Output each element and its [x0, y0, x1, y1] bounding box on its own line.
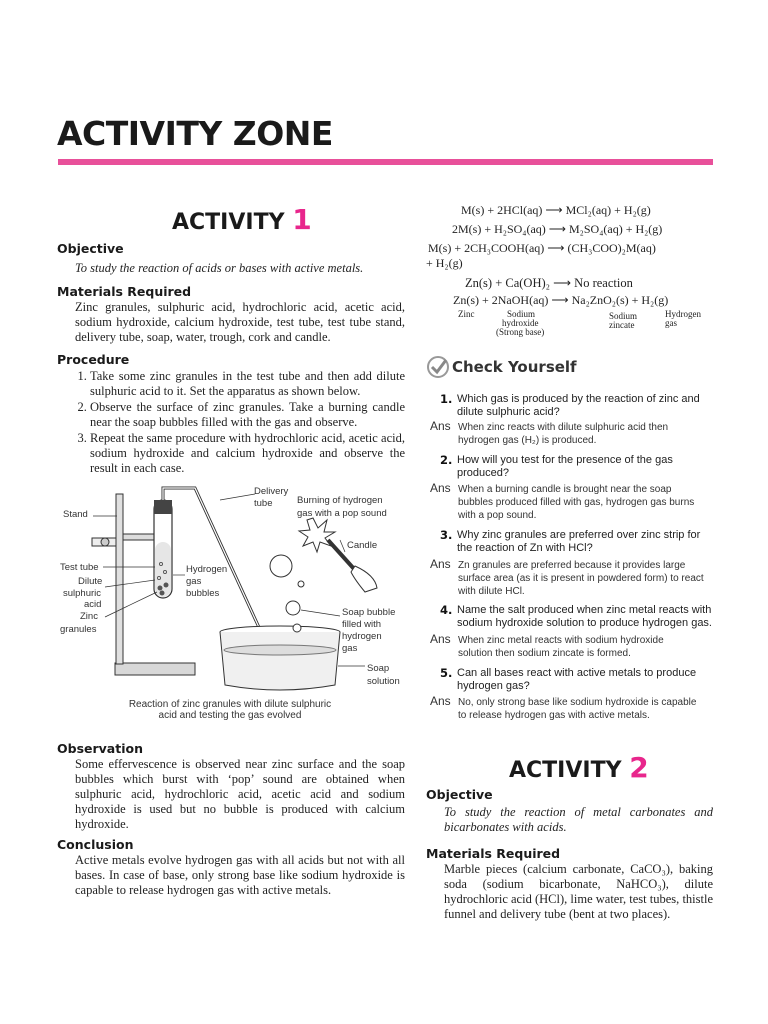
procedure-step: 1. Take some zinc granules in the test tube and then add dilute sulphuric acid to it. Set the apparatus as shown below.	[90, 369, 405, 399]
eq-under-sodium: Sodium	[507, 309, 536, 319]
trough-drawing	[220, 626, 340, 690]
activity-1-heading	[172, 203, 312, 236]
answer-2	[458, 483, 694, 522]
eq-under-gas: gas	[665, 318, 677, 328]
activity-word: ACTIVITY	[509, 758, 622, 783]
question-3	[457, 529, 700, 555]
label-soap-bubble: Soap bubble	[342, 607, 396, 618]
question-number: 3.	[440, 528, 453, 542]
question-line: How will you test for the presence of the gas	[457, 454, 673, 466]
materials-2-text: Marble pieces (calcium carbonate, CaCO₃), baking soda (sodium bicarbonate, NaHCO₃), dilute hydrochloric acid (HCl), lime water, test tubes, thistle funnel and delivery tube (bent at two places).	[444, 862, 713, 921]
label-granules: granules	[60, 624, 97, 635]
activity-number: 2	[629, 751, 649, 784]
answer-line: When zinc reacts with dilute sulphuric acid then	[458, 422, 669, 433]
conclusion-text: Active metals evolve hydrogen gas with all acids but not with all bases. In case of base, only strong base like sodium hydroxide is capable to release hydrogen gas with active metals.	[75, 853, 405, 897]
label-delivery: Delivery	[254, 486, 289, 497]
objective-2-text: To study the reaction of metal carbonates and bicarbonates with acids.	[444, 805, 713, 834]
label-zinc: Zinc	[80, 611, 98, 622]
label-tube: tube	[254, 498, 273, 509]
procedure-heading: Procedure	[57, 352, 130, 367]
check-yourself-title: Check Yourself	[452, 358, 577, 376]
procedure-step: 2. Observe the surface of zinc granules. Take a burning candle near the soap bubbles filled with the gas and observe.	[90, 400, 405, 430]
question-line: dilute sulphuric acid?	[457, 406, 560, 418]
materials-2-heading: Materials Required	[426, 846, 561, 861]
answer-5	[458, 696, 696, 722]
observation-heading: Observation	[57, 741, 143, 756]
answer-line: solution then sodium zincate is formed.	[458, 648, 631, 659]
answer-line: with dilute HCl.	[458, 586, 525, 597]
observation-text: Some effervescence is observed near zinc surface and the soap bubbles which burst with ‘pop’ sound are obtained when sulphuric acid, hydrochloric acid, acetic acid and sodium hydroxide is used but no bubble is produced with calcium hydroxide.	[75, 757, 405, 831]
eq-under-zinc: Zinc	[458, 309, 475, 319]
question-line: hydrogen gas?	[457, 680, 530, 692]
answer-1	[458, 421, 668, 447]
label-test-tube: Test tube	[60, 562, 99, 573]
eq-under-zincate: zincate	[609, 320, 635, 330]
question-line: Why zinc granules are preferred over zinc strip for	[457, 529, 701, 541]
title-underline	[58, 159, 713, 165]
question-line: Can all bases react with active metals to produce	[457, 667, 697, 679]
question-line: Which gas is produced by the reaction of zinc and	[457, 393, 700, 405]
answer-label: Ans	[430, 632, 451, 646]
label-hydrogen: Hydrogen	[186, 564, 228, 575]
answer-4	[458, 634, 664, 660]
eq-under-hydrogen: Hydrogen	[665, 309, 701, 319]
test-tube-drawing	[154, 500, 172, 598]
label-solution: solution	[367, 676, 400, 687]
label-burning-2: gas with a pop sound	[297, 508, 387, 519]
question-line: sodium hydroxide solution to produce hydrogen gas.	[457, 617, 712, 629]
checkmark-icon	[426, 355, 450, 379]
procedure-list	[74, 369, 405, 477]
question-line: Name the salt produced when zinc metal reacts with	[457, 604, 712, 616]
objective-text: To study the reaction of acids or bases with active metals.	[75, 261, 364, 275]
eq-under-sodium-2: Sodium	[609, 311, 638, 321]
equation-1: M(s) + 2HCl(aq) ⟶ MCl₂(aq) + H₂(g)	[461, 203, 651, 217]
question-line: produced?	[457, 467, 509, 479]
label-stand: Stand	[63, 509, 88, 520]
objective-2-heading: Objective	[426, 787, 493, 802]
question-4	[457, 604, 712, 630]
conclusion-heading: Conclusion	[57, 837, 134, 852]
caption-line-1: Reaction of zinc granules with dilute sulphuric	[128, 699, 332, 710]
question-number: 1.	[440, 392, 453, 406]
answer-line: hydrogen gas (H₂) is produced.	[458, 435, 597, 446]
answer-label: Ans	[430, 694, 451, 708]
figure-caption	[105, 699, 355, 721]
activity-number: 1	[292, 203, 312, 236]
label-soap: Soap	[367, 663, 390, 674]
activity-word: ACTIVITY	[172, 210, 285, 235]
eq-under-strong: (Strong base)	[496, 327, 545, 337]
page-title: ACTIVITY ZONE	[57, 114, 333, 153]
equation-3: M(s) + 2CH₃COOH(aq) ⟶ (CH₃COO)₂M(aq)	[428, 241, 656, 255]
equation-5: Zn(s) + 2NaOH(aq) ⟶ Na₂ZnO₂(s) + H₂(g)	[453, 293, 669, 307]
answer-line: When zinc metal reacts with sodium hydroxide	[458, 635, 664, 646]
label-acid: acid	[84, 599, 102, 610]
label-filled: filled with	[342, 619, 382, 630]
label-bubbles: bubbles	[186, 588, 220, 599]
activity-2-heading	[509, 751, 649, 784]
answer-label: Ans	[430, 481, 451, 495]
objective-heading: Objective	[57, 241, 124, 256]
materials-text: Zinc granules, sulphuric acid, hydrochloric acid, acetic acid, sodium hydroxide, calcium hydroxide, test tube, test tube stand, delivery tube, soap, water, trough, cork and candle.	[75, 300, 405, 344]
question-number: 4.	[440, 603, 453, 617]
answer-line: to release hydrogen gas with active metals.	[458, 710, 650, 721]
equation-3-cont: + H₂(g)	[426, 256, 463, 270]
label-dilute: Dilute	[78, 576, 103, 587]
label-hydrogen-2: hydrogen	[342, 631, 382, 642]
equation-2: 2M(s) + H₂SO₄(aq) ⟶ M₂SO₄(aq) + H₂(g)	[452, 222, 663, 236]
stand-drawing	[92, 494, 195, 675]
equation-4: Zn(s) + Ca(OH)₂ ⟶ No reaction	[465, 276, 633, 290]
answer-line: No, only strong base like sodium hydroxide is capable	[458, 697, 697, 708]
question-2	[457, 454, 673, 480]
answer-line: bubbles produced filled with gas, hydrogen gas burns	[458, 497, 695, 508]
label-gas-2: gas	[342, 643, 358, 654]
question-line: the reaction of Zn with HCl?	[457, 542, 593, 554]
answer-3	[458, 559, 704, 598]
caption-line-2: acid and testing the gas evolved	[158, 710, 302, 721]
answer-line: with a pop sound.	[458, 510, 537, 521]
label-gas: gas	[186, 576, 202, 587]
answer-line: When a burning candle is brought near the soap	[458, 484, 672, 495]
materials-heading: Materials Required	[57, 284, 192, 299]
answer-label: Ans	[430, 557, 451, 571]
label-burning: Burning of hydrogen	[297, 495, 383, 506]
eq-under-hydroxide: hydroxide	[502, 318, 539, 328]
question-number: 2.	[440, 453, 453, 467]
answer-line: Zn granules are preferred because it provides large	[458, 560, 686, 571]
question-1	[457, 393, 700, 419]
procedure-step: 3. Repeat the same procedure with hydrochloric acid, acetic acid, sodium hydroxide and calcium hydroxide and observe the result in each case.	[90, 431, 405, 476]
answer-label: Ans	[430, 419, 451, 433]
label-sulphuric: sulphuric	[63, 588, 102, 599]
label-candle: Candle	[347, 540, 378, 551]
answer-line: surface area (as it is present in powdered form) to react	[458, 573, 704, 584]
question-5	[457, 667, 696, 693]
question-number: 5.	[440, 666, 453, 680]
